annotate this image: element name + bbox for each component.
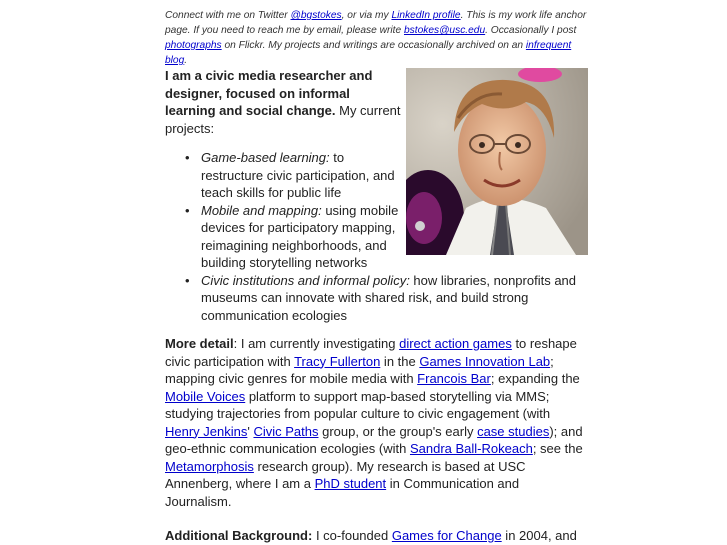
list-item bbox=[165, 149, 585, 202]
paragraph-text: group, or the group's early bbox=[318, 423, 478, 439]
additional-background-label: Additional Background: bbox=[165, 528, 313, 543]
intro-text: , or via my bbox=[341, 10, 392, 21]
case-studies-link[interactable]: case studies bbox=[477, 423, 550, 439]
project-desc: using mobile devices for participatory mapping, reimagining neighborhoods, and building storytelling networks bbox=[201, 202, 399, 270]
email-link[interactable]: bstokes@usc.edu bbox=[403, 25, 486, 36]
sandra-ball-rokeach-link[interactable]: Sandra Ball-Rokeach bbox=[409, 441, 533, 456]
paragraph-text: research group). My research is based at USC Annenberg, where I am a bbox=[165, 458, 526, 491]
project-title: Game-based learning: bbox=[201, 150, 330, 165]
project-list bbox=[165, 149, 585, 324]
list-item bbox=[165, 272, 585, 325]
list-item bbox=[165, 202, 585, 272]
paragraph-text: ); and geo-ethnic communication ecologies (with bbox=[165, 423, 583, 456]
intro-text: Connect with me on Twitter bbox=[165, 10, 291, 21]
photographs-link[interactable]: photographs bbox=[165, 40, 222, 51]
phd-student-link[interactable]: PhD student bbox=[314, 476, 387, 491]
project-desc: how libraries, nonprofits and museums can innovate with shared risk, and build strong communication ecologies bbox=[201, 272, 577, 323]
bullet-icon: • bbox=[185, 272, 190, 288]
intro-headline bbox=[165, 67, 403, 137]
paragraph-text: ' bbox=[247, 423, 254, 439]
francois-bar-link[interactable]: Francois Bar bbox=[417, 371, 491, 386]
intro-text: . Occasionally I post bbox=[485, 25, 577, 36]
bullet-icon: • bbox=[185, 202, 190, 218]
paragraph-text: ; expanding the bbox=[490, 371, 580, 386]
intro-text: on Flickr. My projects and writings are occasionally archived on an bbox=[221, 40, 526, 51]
paragraph-text: to reshape civic participation with bbox=[165, 336, 577, 369]
bullet-icon: • bbox=[185, 150, 190, 165]
project-title: Mobile and mapping: bbox=[201, 202, 322, 218]
headline-rest: My current projects: bbox=[165, 103, 401, 136]
games-innovation-lab-link[interactable]: Games Innovation Lab bbox=[419, 353, 551, 369]
paragraph-text: platform to support map-based storytelling via MMS; studying trajectories from popular culture to civic engagement (with bbox=[165, 388, 551, 421]
paragraph-text: I co-founded bbox=[312, 528, 392, 543]
paragraph-text: in 2004, and bbox=[501, 528, 577, 543]
twitter-link[interactable]: @bgstokes bbox=[290, 10, 342, 21]
paragraph-text: ; see the bbox=[532, 441, 583, 456]
intro-text: . bbox=[184, 55, 188, 66]
project-title: Civic institutions and informal policy: bbox=[201, 272, 410, 288]
paragraph-text: in Communication and Journalism. bbox=[165, 476, 520, 509]
civic-paths-link[interactable]: Civic Paths bbox=[253, 423, 319, 439]
games-for-change-link[interactable]: Games for Change bbox=[391, 528, 502, 543]
linkedin-link[interactable]: LinkedIn profile bbox=[391, 10, 461, 21]
metamorphosis-link[interactable]: Metamorphosis bbox=[165, 458, 254, 474]
paragraph-text: ; mapping civic genres for mobile media with bbox=[165, 353, 554, 386]
henry-jenkins-link[interactable]: Henry Jenkins bbox=[165, 423, 248, 439]
paragraph-text: in the bbox=[380, 353, 420, 369]
main-content bbox=[165, 67, 585, 545]
blog-link[interactable]: infrequent blog bbox=[165, 40, 572, 66]
intro-note bbox=[165, 8, 595, 68]
paragraph-text: : I am currently investigating bbox=[233, 336, 400, 351]
direct-action-games-link[interactable]: direct action games bbox=[399, 336, 512, 351]
tracy-fullerton-link[interactable]: Tracy Fullerton bbox=[294, 353, 381, 369]
more-detail-paragraph bbox=[165, 335, 585, 510]
additional-background-paragraph bbox=[165, 527, 585, 545]
project-desc: to restructure civic participation, and teach skills for public life bbox=[201, 150, 395, 200]
headline-bold: I am a civic media researcher and designer, focused on informal learning and social change. bbox=[165, 68, 373, 118]
intro-text: . This is my work life anchor page. If you need to reach me by email, please write bbox=[165, 10, 587, 36]
mobile-voices-link[interactable]: Mobile Voices bbox=[165, 388, 246, 404]
more-detail-label: More detail bbox=[165, 336, 234, 351]
